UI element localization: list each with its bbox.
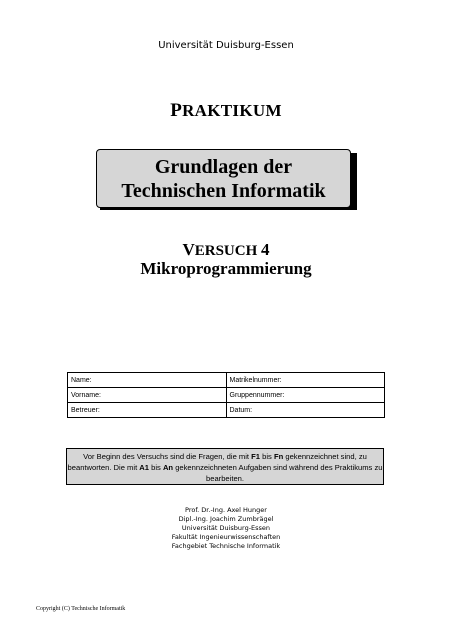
table-row (68, 373, 385, 388)
praktikum-initial: P (170, 100, 183, 121)
credit-line: Prof. Dr.-Ing. Axel Hunger (185, 506, 267, 514)
versuch-rest: ERSUCH (194, 243, 258, 259)
notice-a1: A1 (139, 463, 150, 472)
matrikelnummer-field[interactable]: Matrikelnummer: (226, 373, 385, 388)
notice-fn: Fn (273, 452, 284, 461)
instructions-notice (66, 448, 384, 485)
table-row (68, 403, 385, 418)
notice-text: Vor Beginn des Versuchs sind die Fragen, die mit (83, 452, 252, 461)
credit-line: Universität Duisburg-Essen (181, 524, 271, 532)
datum-field[interactable]: Datum: (226, 403, 385, 418)
credit-line: Dipl.-Ing. Joachim Zumbrägel (178, 515, 274, 523)
student-info-table (67, 372, 385, 418)
table-row (68, 388, 385, 403)
credit-line: Fachgebiet Technische Informatik (171, 542, 281, 550)
copyright-footer: Copyright (C) Technische Informatik (36, 606, 126, 612)
title-line-1: Grundlagen der (154, 155, 293, 178)
gruppennummer-field[interactable]: Gruppennummer: (226, 388, 385, 403)
praktikum-rest: RAKTIKUM (182, 101, 282, 120)
name-field[interactable]: Name: (68, 373, 227, 388)
title-line-2: Technischen Informatik (121, 179, 326, 202)
versuch-heading (0, 240, 452, 261)
notice-f1: F1 (251, 452, 261, 461)
credit-line: Fakultät Ingenieurwissenschaften (171, 533, 281, 541)
versuch-topic: Mikroprogrammierung (140, 259, 312, 278)
credits-block (0, 506, 452, 551)
notice-an: An (162, 463, 174, 472)
versuch-initial: V (182, 240, 195, 259)
notice-text: gekennzeichneten Aufgaben sind während des Praktikums zu bearbeiten. (173, 463, 383, 483)
versuch-number: 4 (261, 240, 270, 259)
vorname-field[interactable]: Vorname: (68, 388, 227, 403)
title-box (96, 149, 351, 208)
notice-text: bis (149, 463, 163, 472)
notice-text: gekennzeichnet sind, zu beantworten. Die mit (67, 452, 367, 472)
betreuer-field[interactable]: Betreuer: (68, 403, 227, 418)
university-header: Universität Duisburg-Essen (158, 40, 294, 51)
praktikum-heading (0, 100, 452, 122)
notice-text: bis (260, 452, 274, 461)
